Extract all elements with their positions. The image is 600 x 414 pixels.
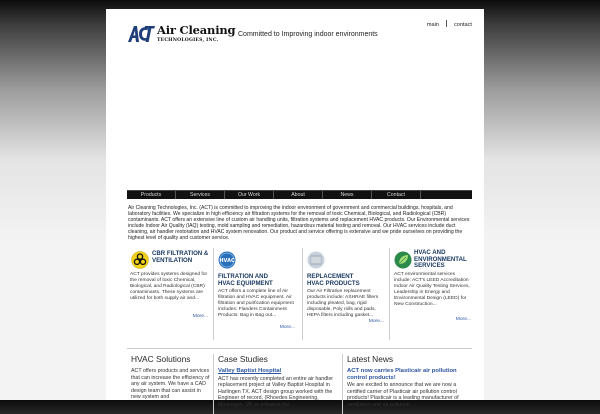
section-title: HVAC Solutions	[131, 354, 191, 364]
column-divider	[342, 354, 343, 414]
case-study-link[interactable]: Valley Baptist Hospital	[218, 368, 282, 374]
column-divider	[213, 354, 214, 414]
hvac-icon	[218, 251, 236, 269]
feature-replacement	[302, 248, 386, 340]
more-link[interactable]: More...	[368, 319, 384, 324]
contact-link[interactable]: contact	[453, 22, 472, 28]
logo-name: Air Cleaning	[157, 23, 236, 37]
section-title: Latest News	[347, 354, 394, 364]
svg-text:HVAC: HVAC	[219, 258, 235, 264]
feature-title[interactable]: CBR FILTRATION & VENTILATION	[152, 250, 209, 264]
feature-title[interactable]: FILTRATION AND HVAC EQUIPMENT	[218, 273, 273, 287]
nav-services[interactable]: Services	[176, 191, 225, 199]
feature-text: ACT environmental services include: ACT's LEED Accreditation Indoor Air Quality Testing Services, Leadership in Energy and Environmental Design (LEED) for New Construction...	[394, 272, 470, 307]
feature-text: Our Air Filtration replacement products include: ASHRAE filters including pleated, bag, rigid disposable, Poly rolls and pads, HEPA filters including gasket...	[307, 289, 379, 318]
feature-row	[127, 248, 472, 340]
more-link[interactable]: More...	[455, 317, 471, 322]
feature-title[interactable]: HVAC AND ENVIRONMENTAL SERVICES	[414, 249, 467, 270]
more-link[interactable]: More...	[192, 314, 208, 319]
logo-subtitle: TECHNOLOGIES, INC.	[157, 38, 219, 43]
section-title: Case Studies	[218, 354, 268, 364]
main-navigation	[127, 190, 472, 199]
case-studies-section	[213, 354, 338, 409]
page-container	[106, 9, 484, 408]
intro-paragraph: Air Cleaning Technologies, Inc. (ACT) is committed to improving the indoor environment of government and commercial buildings, hospitals, and laboratory facilities. We specialize in high efficiency air filtration systems for the removal of toxic Chemical, Biological, and Radiological (CBR) contaminants. ACT offers an extensive line of custom air handling units, filtration systems and replacement HVAC products. Our Environmental services include Indoor Air Quality (IAQ) testing, mold sampling and remediation, hazardous material testing and removal. Our HVAC services include duct cleaning, air handler restoration and HVAC system renovation. Our product and service offering is extensive and we pride ourselves on providing the highest level of quality and customer service.	[128, 205, 470, 242]
act-logo-icon	[127, 23, 155, 45]
feature-cbr	[127, 248, 210, 340]
latest-news-section	[342, 354, 474, 409]
biohazard-icon	[131, 251, 149, 269]
tagline: Committed to Improving indoor environments	[238, 31, 378, 38]
company-logo[interactable]	[127, 23, 236, 47]
link-divider	[446, 20, 447, 27]
feature-text: ACT provides systems designed for the removal of toxic Chemical, Biological, and Radiological (CBR) contaminants. These systems are utilized for both supply air and...	[130, 272, 208, 301]
filter-icon	[307, 251, 325, 269]
nav-our-work[interactable]: Our Work	[225, 191, 274, 199]
section-text: ACT has recently completed an entire air handler replacement project at Valley Baptist Hospital in Harlingen TX. ACT design group worked with the Engineer of record, (Rhoedes Engineering, Muskegon, MI) to enhance the	[218, 375, 334, 408]
feature-services	[389, 248, 473, 340]
section-divider	[127, 348, 472, 349]
main-link[interactable]: main	[426, 22, 439, 28]
leaf-icon	[394, 251, 412, 269]
nav-products[interactable]: Products	[127, 191, 176, 199]
section-text: We are excited to announce that we are now a certified carrier of Plasticair air pollution control products! Plasticair is a leading manufacturer of ventilation and air pollution	[347, 382, 459, 408]
feature-filtration	[213, 248, 297, 340]
news-link[interactable]: ACT now carries Plasticair air pollution control products!	[347, 368, 457, 381]
nav-news[interactable]: News	[323, 191, 372, 199]
nav-contact[interactable]: Contact	[372, 191, 421, 199]
nav-about[interactable]: About	[274, 191, 323, 199]
top-links	[427, 20, 472, 28]
feature-text: ACT offers a complete line of Air filtration and HVAC equipment. Air filtration and purification equipment includes: Flanders Containment Products: Bag in Bag out...	[218, 289, 294, 318]
hvac-solutions-section	[131, 354, 211, 401]
more-link[interactable]: More...	[279, 325, 295, 330]
feature-title[interactable]: REPLACEMENT HVAC PRODUCTS	[307, 273, 360, 287]
section-text: ACT offers products and services that can increase the efficiency of any air system. We have a CAD design team that can assist in new system and	[131, 368, 210, 401]
